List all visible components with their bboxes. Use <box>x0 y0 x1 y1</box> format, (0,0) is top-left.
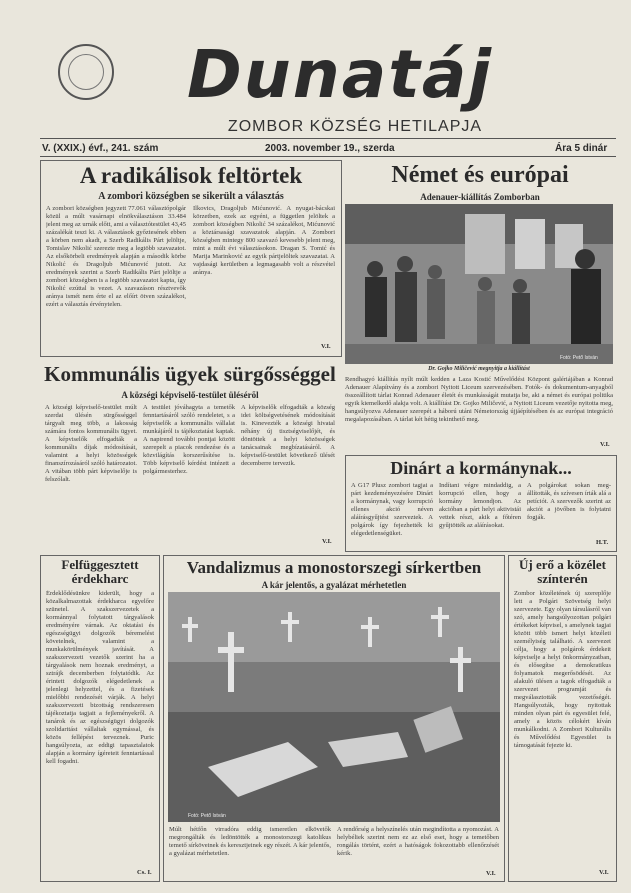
article-uj-ero <box>508 555 617 882</box>
headline: Új erő a közélet színterén <box>519 557 606 586</box>
article-body: A zombori községben jegyzett 77.061 választópolgár közül a múlt vasárnapi elnökválasztáson 33.484 jelent meg az urnák előtt, ami a választótestület 43,45 százalékát teszi ki. A választások győztesének ebben a körben nem akadt, a Szerb Radikális Párt jelöltje, Tomislav Nikolić szerezte meg a legtöbb szavazatot. Az elsőkörbeli eredmények alapján a második körbe Nikolić és Dragoljub Mićunović jutott. Az eredmények szerint a Szerb Radikális Párt jelöltje a zombori községben is a legtöbb szavazatot kapta, így Nikolić ezúttal is vezet. A szavazáson résztvevők aránya ismét nem érte el az előírt ötven százalékot, ezért a választás érvénytelen. <box>46 205 186 308</box>
issue-date: 2003. november 19., szerda <box>265 143 395 154</box>
article-felfuggesztett <box>40 555 160 882</box>
masthead-rule-top <box>40 138 616 139</box>
town-seal-icon <box>58 44 114 100</box>
headline: Vandalizmus a monostorszegi sírkertben <box>186 558 482 577</box>
article-dinart <box>345 455 617 552</box>
signature: V.I. <box>486 870 496 877</box>
article-body: Indítani végre mindaddig, a korrupció ellen, hogy a kormány lemondjon. Az akcióban a párt helyi aktivistái vettek részt, akik a főtéren gyűjtötték az aláírásokat. <box>439 482 521 529</box>
signature: V.I. <box>321 343 331 350</box>
headline: A radikálisok feltörtek <box>79 163 303 188</box>
article-body: Ilkovics, Dragoljub Mićunović. A nyugat-bácskai körzetben, ezek az egyéni, a független jelöltek a zombori községben Nikolić 34 százalékot, Mićunović a köztársasági szavazatok alapján. A Zombori községben mintegy 800 szavazó kevesebb jelent meg, mint a múlt évi választásokon. Dragan S. Tomić és Marija Marinković az egyik pártjelöltek szavazatai. A vajdasági kerületben a legmagasabb volt a részvétel aránya. <box>193 205 335 276</box>
article-body: A testület jóváhagyta a temetők fenntartásáról szóló rendeletet, s a képviselők a kommunális vállalat munkájáról is tájékoztatást kaptak. A napirend további pontjai között szerepelt a piacok rendezése és a közvilágítás korszerűsítése is. Több képviselő kérdést intézett a polgármesterhez. <box>143 404 235 475</box>
article-body: A képviselők elfogadták a község idei költségvetésének módosítását is. Kinevezték a községi hivatal néhány új tisztségviselőjét, és döntöttek a helyi közösségek tanácsainak megbízatásáról. A képviselő-testület következő ülését decemberre tervezik. <box>241 404 335 467</box>
signature: V.I. <box>322 538 332 545</box>
photo-caption: Dr. Gojko Miličević megnyitja a kiállítást <box>428 366 530 372</box>
signature: H.T. <box>596 539 609 546</box>
article-body: Érdeklődésünkre kiderült, hogy a közalkalmazottak érdekharca egyelőre szünetel. A szakszervezetek a kormánnyal folytatott tárgyalások eredményére várnak. Az oktatási és egészségügyi dolgozók béremelést követelnek, valamint a munkakörülmények javítását. A szakszervezeti vezetők szerint ha a tárgyalások nem hoznak eredményt, a sztrájk decemberben folytatódik. Az érintett dolgozók elégedetlenek a jelenlegi helyzettel, és a fizetések mielőbbi rendezését várják. A helyi szakszervezeti bizottság rendszeresen tájékoztatja tagjait a fejleményekről. A tanárok és az egészségügyi dolgozók szolidaritást vállaltak egymással, és közös fellépést terveznek. Puric hangsúlyozta, az eddigi tapasztalatok alapján a kormány ígéreteit fenntartással kell fogadni. <box>46 590 154 765</box>
subheadline: A zombori községben se sikerült a választás <box>98 191 284 202</box>
article-kommunalis <box>40 360 340 550</box>
subheadline: A községi képviselő-testület ülésérõl <box>121 390 259 400</box>
article-body: A rendőrség a helyszínelés után megindította a nyomozást. A helybéliek szerint nem ez az első eset, hogy a temetőben rongálás történt, ezért a hatóságok fokozottabb ellenőrzését kérik. <box>337 826 499 857</box>
article-body: Zombor közéletének új szereplője lett a Polgári Szövetség helyi szervezete. Egy olyan társulásról van szó, amely hangsúlyozottan polgári értékeket képvisel, s amelynek tagjai között több ismert helyi közéleti személyiség található. A szervezet célja, hogy a polgárok érdekeit képviselje a helyi önkormányzatban, és elősegítse a demokratikus folyamatok megerősödését. Az alakuló ülésen a tagok elfogadták a szervezet programját és megválasztották vezetőségét. Hangsúlyozták, hogy nyitottak minden olyan párt és egyesület felé, amely a közös célokért kíván munkálkodni. A Zombori Kulturális és Művelődési Egyesület is támogatását fejezte ki. <box>514 590 611 749</box>
signature: Cs. I. <box>137 869 152 876</box>
article-body: Rendhagyó kiállítás nyílt múlt kedden a Laza Kostić Művelődési Központ galériájában a Konrad Adenauer Alapítvány és a zombori Nyitott Liceum szervezésében. Fotók- és dokumentum-anyagból összeállított tárlat Konrad Adenauer életét és munkásságát mutatja be, aki a német és európai politika egyik kiemelkedő alakja volt. A kiállítást Dr. Gojko Miličević, a Nyitott Liceum vezetője nyitotta meg, hangsúlyozva Adenauer szerepét a háború utáni Németország újjáépítésében és az európai integráció megalapozásában. A tárlat két hétig tekinthető meg. <box>345 376 613 423</box>
masthead-subtitle: ZOMBOR KÖZSÉG HETILAPJA <box>227 118 483 135</box>
masthead-rule-bottom <box>40 156 616 157</box>
headline: Kommunális ügyek sürgősséggel <box>44 362 336 386</box>
photo-credit: Fotó: Pető István <box>560 355 598 361</box>
issue-price: Ára 5 dinár <box>555 143 608 154</box>
article-nemet <box>345 160 615 450</box>
headline: Német és európai <box>391 162 569 188</box>
subheadline: A kár jelentős, a gyalázat mérhetetlen <box>261 580 407 590</box>
exhibition-photo <box>345 204 613 364</box>
article-body: Múlt hétfőn virradóra eddig ismeretlen elkövetők megrongálták és ledöntötték a monostorszegi katolikus temető sírköveinek és keresztjeinek egy részét. A kár jelentős, a gyalázat mérhetetlen. <box>169 826 331 857</box>
headline: Felfüggesztett érdekharc <box>61 557 139 586</box>
issue-number: V. (XXIX.) évf., 241. szám <box>42 143 159 154</box>
article-body: A községi képviselő-testület múlt szerdai ülésén sürgősséggel tárgyalt meg több, a lakosság számára fontos kommunális ügyet. A képviselők elfogadták a kommunális díjak módosítását, valamint a helyi közösségek finanszírozásáról szóló határozatot. A vitában több párt képviselője is felszólalt. <box>45 404 137 483</box>
article-vandalizmus <box>163 555 505 882</box>
photo-credit: Fotó: Pető István <box>188 813 226 819</box>
article-radikalisok <box>40 160 342 357</box>
article-body: A polgárokat sokan meg-állították, és szívesen írták alá a petíciót. A szervezők szerint az akciót a jövőben is folytatni fogják. <box>527 482 611 521</box>
article-body: A G17 Plusz zombori tagjai a párt kezdeményezésére Dinárt a kormánynak, vagy korrupció ellenes akció néven aláírásgyűjtést szerveztek. A polgárok így fejezhették ki elégedetlenségüket. <box>351 482 433 537</box>
headline: Dinárt a kormánynak... <box>390 458 572 478</box>
signature: V.I. <box>599 869 609 876</box>
masthead-title: Dunatáj <box>186 36 493 113</box>
subheadline: Adenauer-kiállítás Zomborban <box>420 192 540 202</box>
signature: V.I. <box>600 441 610 448</box>
cemetery-photo <box>168 592 500 822</box>
